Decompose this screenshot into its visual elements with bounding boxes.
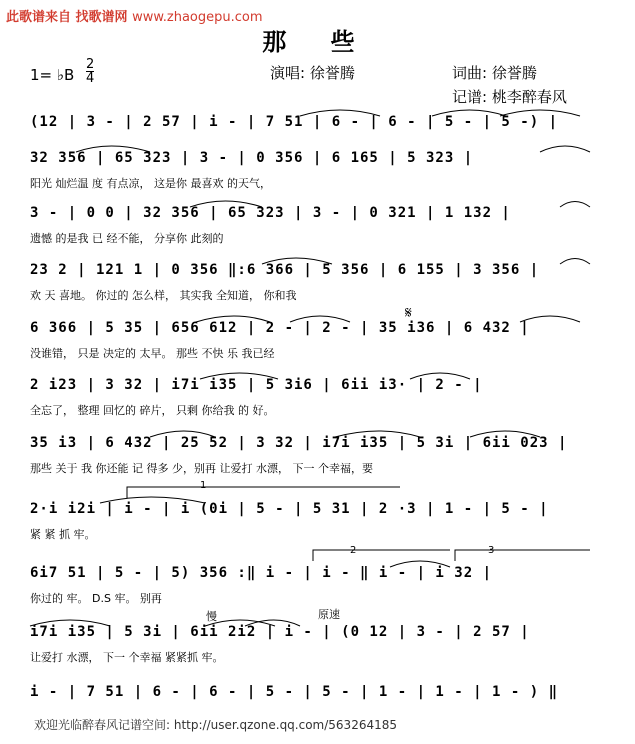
site-text: 此歌谱来自 找歌谱网 [6, 10, 128, 25]
volta-3-number: 3 [488, 545, 495, 556]
score-line-7: 35 i3 | 6 432 | 25 52 | 3 32 | i7i i35 | 5 3i | 6ii 023 | [30, 435, 568, 451]
score-line-6: 2 i23 | 3 32 | i7i i35 | 5 3i6 | 6ii i3· | 2 - | [30, 377, 483, 393]
site-url[interactable]: www.zhaogepu.com [132, 10, 263, 25]
lyric-line-9: 你过的 牢。 D.S 牢。 别再 [30, 592, 162, 605]
volta-2-number: 2 [350, 545, 357, 556]
singer-credit: 演唱: 徐誉腾 [270, 64, 355, 82]
song-title: 那 些 [262, 28, 373, 56]
score-line-10: i7i i35 | 5 3i | 6ii 2i2 | i - | (0 12 | 3 - | 2 57 | [30, 624, 530, 640]
score-line-2: 32 356 | 65 323 | 3 - | 0 356 | 6 165 | 5 323 | [30, 150, 474, 166]
tempo-back: 原速 [318, 608, 340, 621]
transcriber-credit: 记谱: 桃李醉春风 [452, 88, 567, 106]
time-signature [86, 58, 94, 85]
footer-note: 欢迎光临醉春风记谱空间: http://user.qzone.qq.com/563264185 [34, 718, 398, 732]
composer-credit: 词曲: 徐誉腾 [452, 64, 537, 82]
time-denominator: 4 [86, 71, 95, 86]
score-line-5: 6 366 | 5 35 | 656 612 | 2 - | 2 - | 35 i36 | 6 432 | [30, 320, 530, 336]
lyric-line-8: 紧 紧 抓 牢。 [30, 528, 96, 541]
key-signature: 1= ♭B [30, 66, 75, 84]
tempo-slow: 慢 [206, 610, 217, 623]
lyric-line-4: 欢 天 喜地。 你过的 怎么样， 其实我 全知道， 你和我 [30, 289, 297, 302]
time-numerator: 2 [86, 57, 95, 72]
lyric-line-2: 阳光 灿烂温 度 有点凉， 这是你 最喜欢 的天气， [30, 177, 271, 190]
lyric-line-5: 没谁错， 只是 决定的 太早。 那些 不快 乐 我已经 [30, 347, 275, 360]
score-line-1: (12 | 3 - | 2 57 | i - | 7 51 | 6 - | 6 - | 5 - | 5 -) | [30, 114, 559, 130]
segno-symbol: 𝄋 [405, 303, 412, 322]
lyric-line-6: 全忘了， 整理 回忆的 碎片， 只剩 你给我 的 好。 [30, 404, 275, 417]
volta-1-number: 1 [200, 480, 207, 491]
score-line-9: 6i7 51 | 5 - | 5) 356 :‖ i - | i - ‖ i - | i 32 | [30, 565, 493, 581]
lyric-line-10: 让爱打 水漂， 下一 个幸福 紧紧抓 牢。 [30, 651, 224, 664]
score-line-11: i - | 7 51 | 6 - | 6 - | 5 - | 5 - | 1 - | 1 - | 1 - ) ‖ [30, 684, 559, 700]
score-line-4: 23 2 | 121 1 | 0 356 ‖:6 366 | 5 356 | 6 155 | 3 356 | [30, 262, 540, 278]
score-line-8: 2·i i2i | i - | i (0i | 5 - | 5 31 | 2 ·3 | 1 - | 5 - | [30, 501, 549, 517]
score-line-3: 3 - | 0 0 | 32 356 | 65 323 | 3 - | 0 321 | 1 132 | [30, 205, 511, 221]
lyric-line-7: 那些 关于 我 你还能 记 得多 少，别再 让爱打 水漂， 下一 个幸福，要 [30, 462, 373, 475]
lyric-line-3: 遗憾 的是我 已 经不能， 分享你 此刻的 [30, 232, 224, 245]
